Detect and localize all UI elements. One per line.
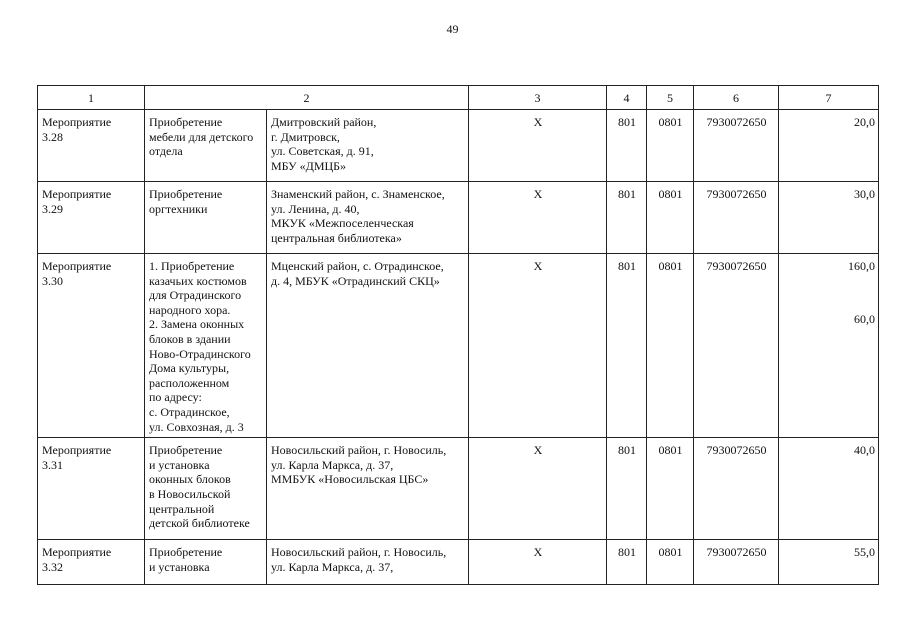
col6-cell: 7930072650 — [694, 438, 779, 540]
col6-cell: 7930072650 — [694, 182, 779, 254]
table-row — [38, 540, 879, 585]
table-row — [38, 438, 879, 540]
col5-cell: 0801 — [647, 540, 694, 585]
description-cell: Приобретение мебели для детского отдела — [145, 110, 267, 182]
col4-cell: 801 — [607, 182, 647, 254]
description-cell: Приобретение оргтехники — [145, 182, 267, 254]
col5-cell: 0801 — [647, 254, 694, 438]
page-number: 49 — [446, 22, 459, 36]
table-row — [38, 182, 879, 254]
amount-cell: 30,0 — [779, 182, 879, 254]
header-col-2: 2 — [145, 86, 469, 110]
address-cell: Знаменский район, с. Знаменское, ул. Ленина, д. 40, МКУК «Межпоселенческая центральная библиотека» — [267, 182, 469, 254]
header-row — [38, 86, 879, 110]
col3-cell: Х — [469, 540, 607, 585]
col3-cell: Х — [469, 110, 607, 182]
col5-cell: 0801 — [647, 182, 694, 254]
event-cell: Мероприятие 3.32 — [38, 540, 145, 585]
address-cell: Новосильский район, г. Новосиль, ул. Карла Маркса, д. 37, ММБУК «Новосильская ЦБС» — [267, 438, 469, 540]
event-cell: Мероприятие 3.31 — [38, 438, 145, 540]
header-col-4: 4 — [607, 86, 647, 110]
header-col-7: 7 — [779, 86, 879, 110]
amount-cell — [779, 254, 879, 438]
header-col-6: 6 — [694, 86, 779, 110]
amount-cell: 55,0 — [779, 540, 879, 585]
col3-cell: Х — [469, 182, 607, 254]
address-cell: Мценский район, с. Отрадинское, д. 4, МБУК «Отрадинский СКЦ» — [267, 254, 469, 438]
col4-cell: 801 — [607, 254, 647, 438]
address-cell: Новосильский район, г. Новосиль, ул. Карла Маркса, д. 37, — [267, 540, 469, 585]
col5-cell: 0801 — [647, 110, 694, 182]
col4-cell: 801 — [607, 540, 647, 585]
table-row — [38, 254, 879, 438]
budget-table — [37, 85, 879, 585]
col6-cell: 7930072650 — [694, 540, 779, 585]
description-cell: Приобретение и установка — [145, 540, 267, 585]
amount-cell: 20,0 — [779, 110, 879, 182]
col4-cell: 801 — [607, 110, 647, 182]
description-cell: 1. Приобретение казачьих костюмов для Отрадинского народного хора. 2. Замена оконных блоков в здании Ново-Отрадинского Дома культуры, расположенном по адресу: с. Отрадинское, ул. Совхозная, д. 3 — [145, 254, 267, 438]
header-col-3: 3 — [469, 86, 607, 110]
address-cell: Дмитровский район, г. Дмитровск, ул. Советская, д. 91, МБУ «ДМЦБ» — [267, 110, 469, 182]
table-row — [38, 110, 879, 182]
col6-cell: 7930072650 — [694, 254, 779, 438]
col3-cell: Х — [469, 254, 607, 438]
amount-cell: 40,0 — [779, 438, 879, 540]
col6-cell: 7930072650 — [694, 110, 779, 182]
amount-first: 160,0 — [848, 259, 875, 273]
col4-cell: 801 — [607, 438, 647, 540]
col5-cell: 0801 — [647, 438, 694, 540]
col3-cell: Х — [469, 438, 607, 540]
header-col-1: 1 — [38, 86, 145, 110]
header-col-5: 5 — [647, 86, 694, 110]
amount-second: 60,0 — [854, 311, 875, 326]
event-cell: Мероприятие 3.28 — [38, 110, 145, 182]
event-cell: Мероприятие 3.30 — [38, 254, 145, 438]
event-cell: Мероприятие 3.29 — [38, 182, 145, 254]
description-cell: Приобретение и установка оконных блоков в Новосильской центральной детской библиотеке — [145, 438, 267, 540]
